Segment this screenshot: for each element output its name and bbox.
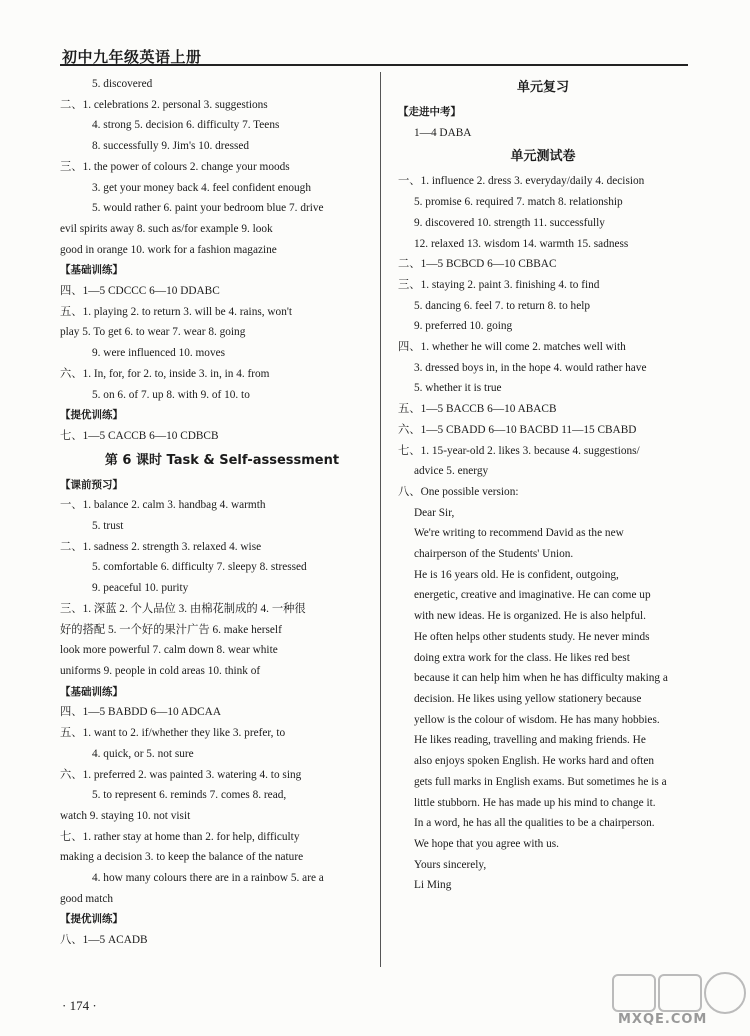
answer-line: 5. comfortable 6. difficulty 7. sleepy 8. stressed [92,561,307,574]
answer-line: advice 5. energy [414,465,489,478]
answer-line: 4. quick, or 5. not sure [92,747,194,760]
letter-line: also enjoys spoken English. He works hard and often [414,755,655,768]
letter-line: chairperson of the Students' Union. [414,548,574,561]
answer-line: watch 9. staying 10. not visit [60,809,191,822]
answer-line: 9. preferred 10. going [414,320,513,333]
column-divider [380,72,381,967]
lesson-title: 第 6 课时 Task & Self-assessment [104,452,340,468]
section-tag: 【课前预习】 [60,478,123,491]
answer-line: 五、1. want to 2. if/whether they like 3. prefer, to [60,727,286,740]
answer-line: making a decision 3. to keep the balance of the nature [60,851,304,864]
watermark-shape [658,974,702,1012]
letter-line: He is 16 years old. He is confident, outgoing, [414,568,619,581]
page-header-title: 初中九年级英语上册 [62,48,202,66]
letter-line: We hope that you agree with us. [414,837,559,850]
right-column [398,74,688,896]
answer-line: 六、1. In, for, for 2. to, inside 3. in, in 4. from [60,367,270,380]
answer-line: 六、1. preferred 2. was painted 3. watering 4. to sing [60,768,302,781]
answer-line: 5. trust [92,520,124,533]
section-tag: 【提优训练】 [60,913,123,926]
letter-line: little stubborn. He has made up his mind to change it. [414,796,656,809]
answer-line: 4. strong 5. decision 6. difficulty 7. Teens [92,119,280,132]
answer-line: 9. peaceful 10. purity [92,582,189,595]
answer-line: 三、1. 深蓝 2. 个人品位 3. 由棉花制成的 4. 一种很 [60,602,306,615]
letter-line: Yours sincerely, [414,858,487,871]
answer-line: good in orange 10. work for a fashion magazine [60,243,277,256]
header-rule [60,64,688,66]
watermark-text: MXQE.COM [618,1012,708,1027]
answer-line: 12. relaxed 13. wisdom 14. warmth 15. sadness [414,237,629,250]
letter-line: He likes reading, travelling and making friends. He [414,734,646,747]
section-tag: 【提优训练】 [60,409,123,422]
section-tag: 【走进中考】 [398,106,461,118]
answer-line: 5. to represent 6. reminds 7. comes 8. read, [92,789,287,802]
letter-line: doing extra work for the class. He likes red best [414,651,630,664]
section-tag: 【基础训练】 [60,685,123,698]
answer-line: 三、1. the power of colours 2. change your moods [60,160,290,173]
answer-line: 5. whether it is true [414,382,502,395]
answer-line: 9. were influenced 10. moves [92,347,226,360]
watermark-logo [608,968,748,1034]
answer-line: 八、1—5 ACADB [60,934,148,947]
answer-line: 5. dancing 6. feel 7. to return 8. to help [414,299,590,312]
answer-line: 四、1. whether he will come 2. matches well with [398,341,626,354]
watermark-shape [612,974,656,1012]
answer-line: 二、1. sadness 2. strength 3. relaxed 4. wise [60,540,262,553]
answer-line: 好的搭配 5. 一个好的果汁广告 6. make herself [60,623,282,636]
answer-line: 四、1—5 CDCCC 6—10 DDABC [60,285,220,298]
answer-line: uniforms 9. people in cold areas 10. think of [60,664,261,677]
answer-line: 七、1—5 CACCB 6—10 CDBCB [60,429,219,442]
answer-line: good match [60,892,114,905]
section-tag: 【基础训练】 [60,264,123,277]
answer-line: play 5. To get 6. to wear 7. wear 8. going [60,326,246,339]
answer-line: 八、One possible version: [398,485,519,498]
answer-line: 5. on 6. of 7. up 8. with 9. of 10. to [92,388,250,401]
answer-line: 1—4 DABA [414,126,472,139]
answer-line: 四、1—5 BABDD 6—10 ADCAA [60,706,221,719]
letter-line: Dear Sir, [414,506,455,519]
answer-line: 五、1—5 BACCB 6—10 ABACB [398,403,557,416]
answer-line: 5. promise 6. required 7. match 8. relationship [414,196,623,209]
answer-line: 9. discovered 10. strength 11. successfully [414,216,605,229]
answer-line: 5. discovered [92,78,153,90]
answer-line: 七、1. 15-year-old 2. likes 3. because 4. suggestions/ [398,444,640,457]
answer-line: 一、1. balance 2. calm 3. handbag 4. warmth [60,499,266,512]
letter-line: with new ideas. He is organized. He is also helpful. [414,610,646,623]
letter-signature: Li Ming [414,879,452,892]
answer-line: evil spirits away 8. such as/for example 9. look [60,222,273,235]
answer-line: look more powerful 7. calm down 8. wear white [60,644,278,657]
letter-line: yellow is the colour of wisdom. He has many hobbies. [414,713,660,726]
letter-line: decision. He likes using yellow stationery because [414,692,642,705]
answer-line: 二、1—5 BCBCD 6—10 CBBAC [398,258,557,271]
answer-line: 8. successfully 9. Jim's 10. dressed [92,140,250,153]
answer-line: 五、1. playing 2. to return 3. will be 4. rains, won't [60,305,293,318]
letter-line: In a word, he has all the qualities to be a chairperson. [414,817,655,830]
letter-line: gets full marks in English exams. But sometimes he is a [414,775,667,788]
letter-line: We're writing to recommend David as the new [414,527,624,540]
answer-line: 七、1. rather stay at home than 2. for help, difficulty [60,830,300,843]
answer-line: 5. would rather 6. paint your bedroom blue 7. drive [92,202,324,215]
left-column [60,74,368,951]
letter-line: because it can help him when he has difficulty making a [414,672,668,685]
page-number: · 174 · [62,998,97,1013]
answer-line: 4. how many colours there are in a rainbow 5. are a [92,872,324,885]
watermark-shape [704,972,746,1014]
answer-line: 二、1. celebrations 2. personal 3. suggestions [60,98,268,111]
letter-line: energetic, creative and imaginative. He can come up [414,589,651,602]
unit-test-title: 单元测试卷 [510,149,576,165]
answer-line: 三、1. staying 2. paint 3. finishing 4. to find [398,278,600,291]
letter-line: He often helps other students study. He never minds [414,630,650,643]
answer-line: 一、1. influence 2. dress 3. everyday/daily 4. decision [398,175,645,188]
answer-line: 六、1—5 CBADD 6—10 BACBD 11—15 CBABD [398,423,637,436]
unit-review-title: 单元复习 [516,80,569,95]
answer-line: 3. get your money back 4. feel confident enough [92,181,311,194]
answer-line: 3. dressed boys in, in the hope 4. would rather have [414,361,647,374]
